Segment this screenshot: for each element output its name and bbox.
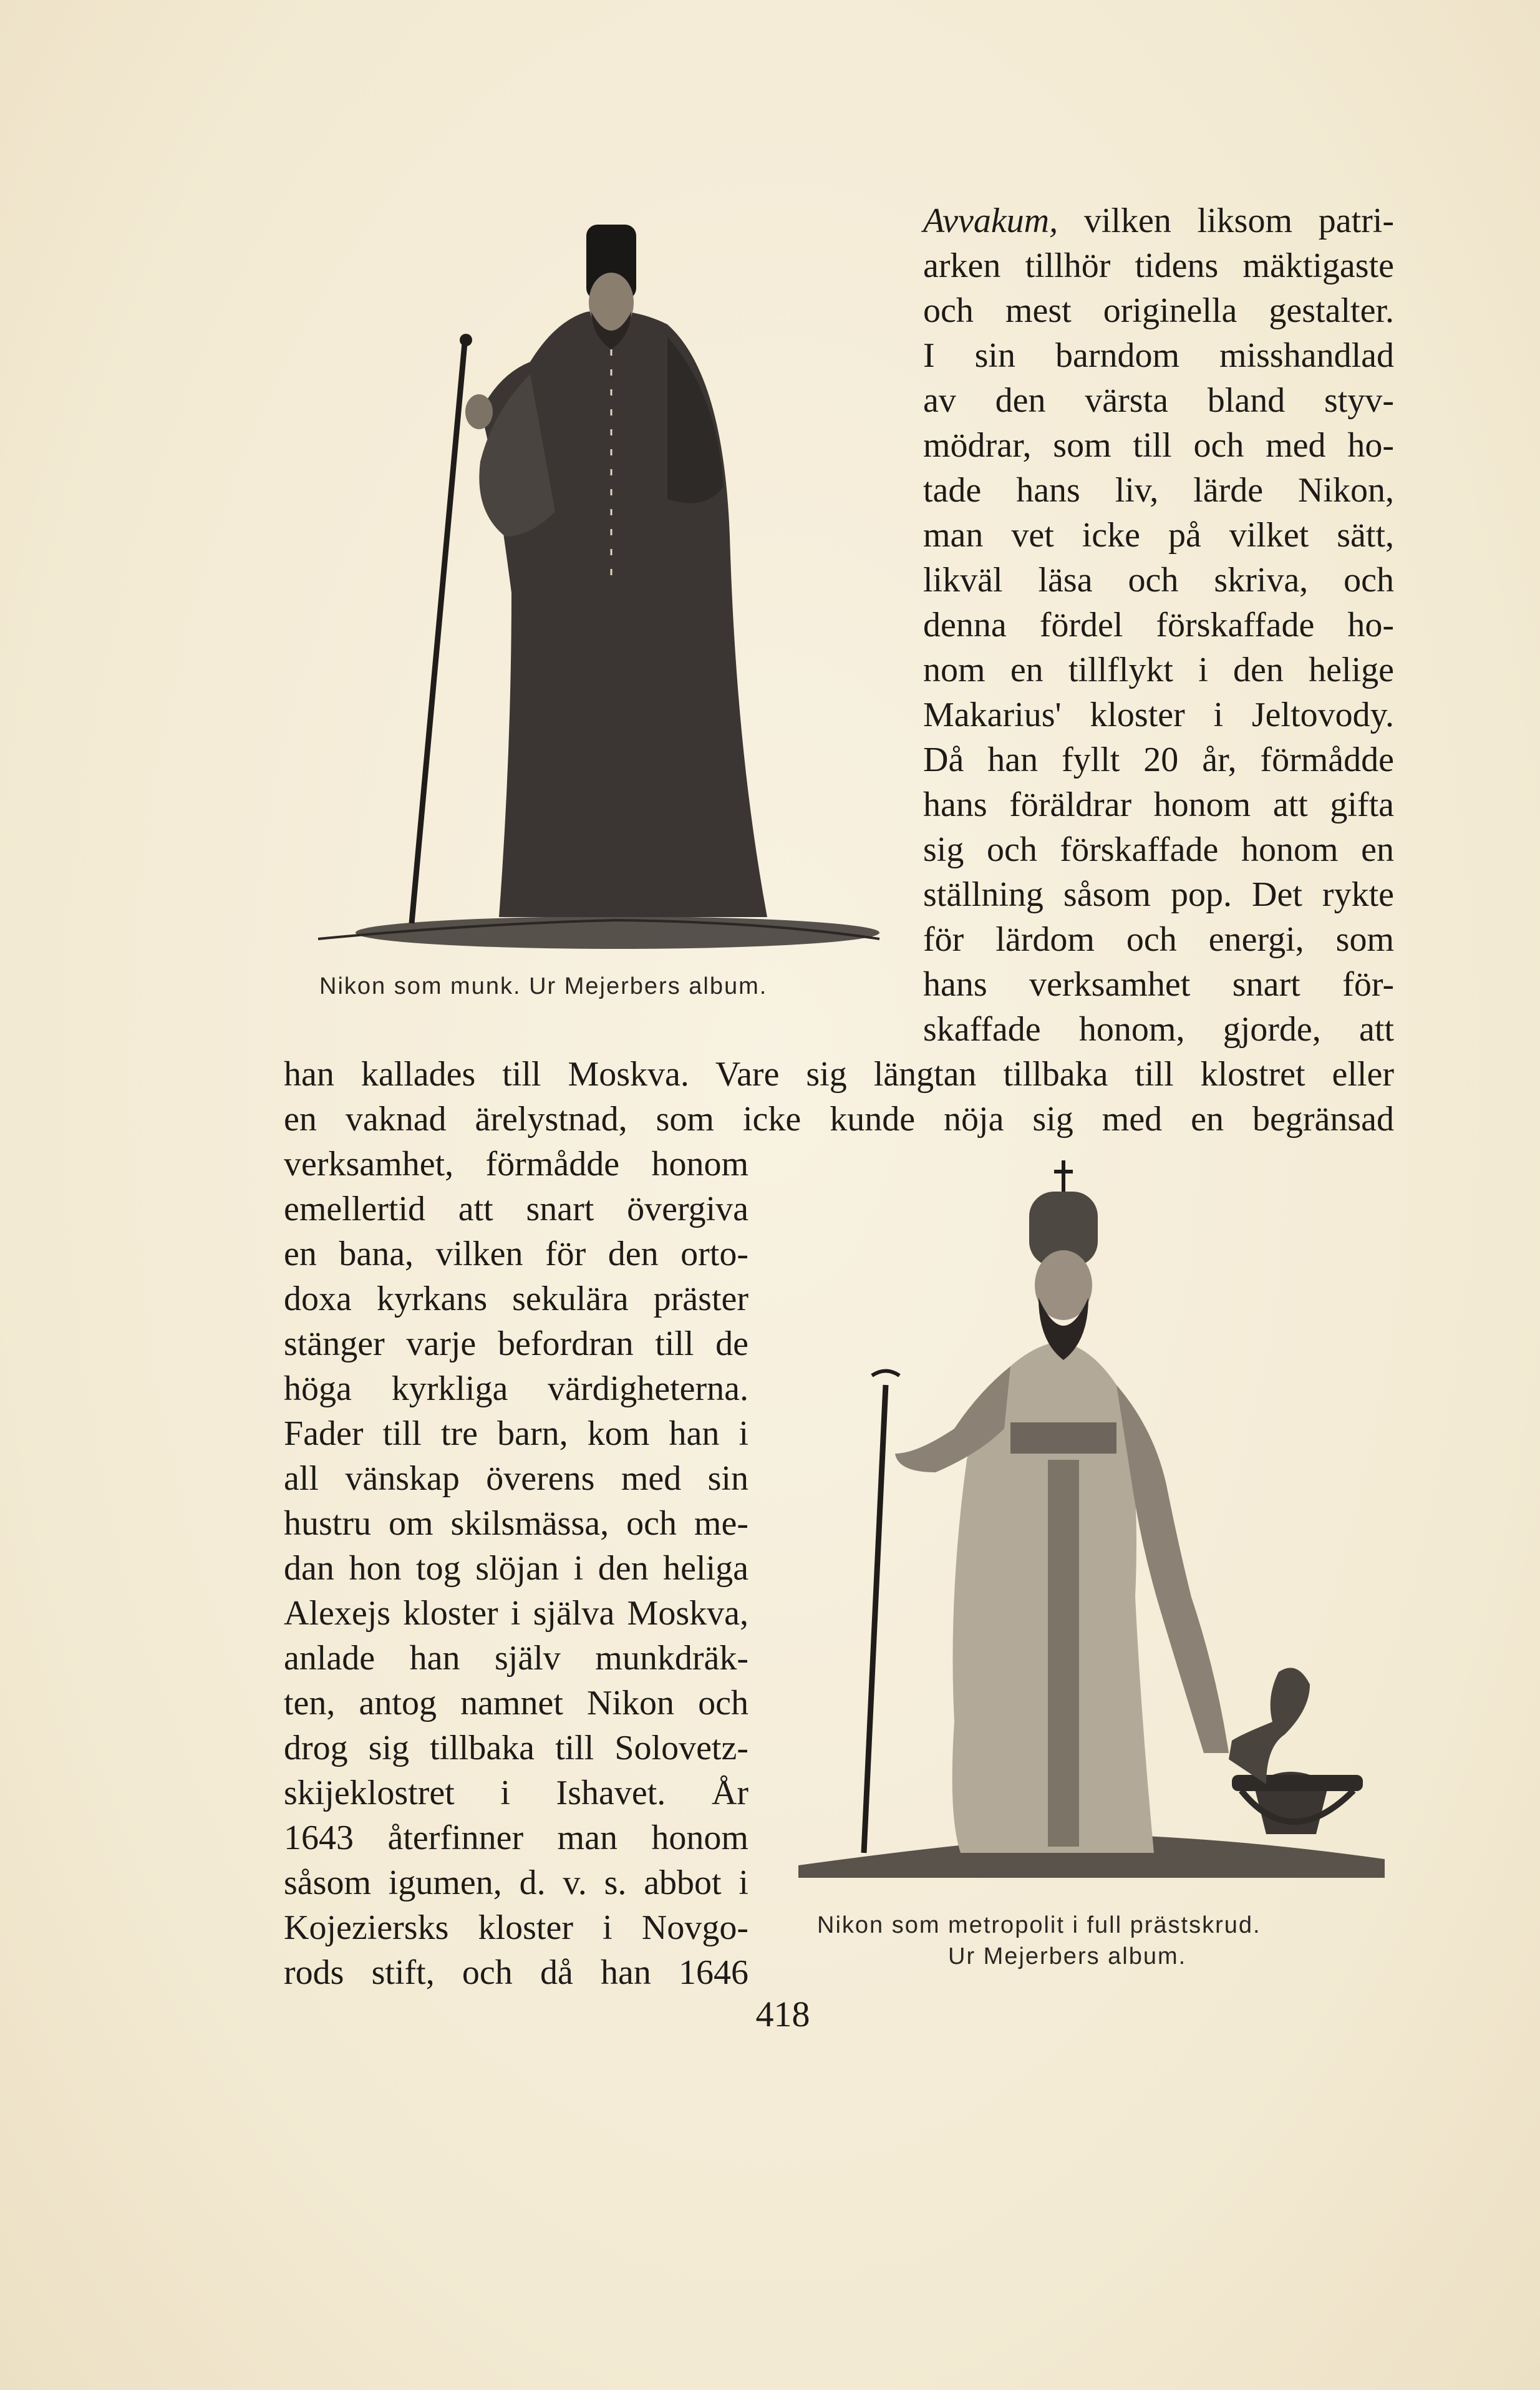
text-line: såsom igumen, d. v. s. abbot i [284, 1863, 748, 1902]
text-line: och mest originella gestalter. [923, 291, 1394, 330]
text-line: I sin barndom misshandlad [923, 336, 1394, 375]
text-line [923, 198, 1394, 243]
text-line: all vänskap överens med sin [284, 1459, 748, 1498]
text-line: stänger varje befordran till de [284, 1324, 748, 1363]
text-line: Då han fyllt 20 år, förmådde [923, 741, 1394, 779]
monk-engraving-icon [293, 187, 892, 967]
text-line: arken tillhör tidens mäktigaste [923, 246, 1394, 285]
text-line: skaffade honom, gjorde, att [923, 1010, 1394, 1049]
text-line: hans verksamhet snart för- [923, 965, 1394, 1004]
text-line: han kallades till Moskva. Vare sig längtan tillbaka till klostret eller [284, 1055, 1394, 1094]
text-line: mödrar, som till och med ho- [923, 426, 1394, 465]
text-line: denna fördel förskaffade ho- [923, 606, 1394, 644]
text-line: man vet icke på vilket sätt, [923, 516, 1394, 555]
text-line: tade hans liv, lärde Nikon, [923, 471, 1394, 510]
text-line: 1643 återfinner man honom [284, 1819, 748, 1857]
emphasized-name: Avvakum, [923, 202, 1058, 240]
text-line: en vaknad ärelystnad, som icke kunde nöja sig med en begränsad [284, 1100, 1394, 1139]
text-fragment: vilken liksom patri- [1058, 202, 1394, 240]
text-line: Makarius' kloster i Jeltovody. [923, 696, 1394, 734]
text-line: hans föräldrar honom att gifta [923, 785, 1394, 824]
text-line: höga kyrkliga värdigheterna. [284, 1369, 748, 1408]
text-line: en bana, vilken för den orto- [284, 1235, 748, 1273]
text-line: nom en tillflykt i den helige [923, 651, 1394, 689]
text-line: sig och förskaffade honom en [923, 830, 1394, 869]
text-line: ten, antog namnet Nikon och [284, 1684, 748, 1722]
text-line: rods stift, och då han 1646 [284, 1953, 748, 1992]
text-line: hustru om skilsmässa, och me- [284, 1504, 748, 1543]
text-line: likväl läsa och skriva, och [923, 561, 1394, 600]
text-line: drog sig tillbaka till Solovetz- [284, 1729, 748, 1767]
monk-illustration [293, 187, 892, 999]
text-line: doxa kyrkans sekulära präster [284, 1280, 748, 1318]
text-line: skijeklostret i Ishavet. År [284, 1774, 748, 1812]
text-line: anlade han själv munkdräk- [284, 1639, 748, 1678]
text-line: för lärdom och energi, som [923, 920, 1394, 959]
metropolitan-engraving-icon [792, 1160, 1391, 1890]
text-line: emellertid att snart övergiva [284, 1190, 748, 1228]
text-line: Kojeziersks kloster i Novgo- [284, 1908, 748, 1947]
text-line: ställning såsom pop. Det rykte [923, 875, 1394, 914]
text-line: av den värsta bland styv- [923, 381, 1394, 420]
text-line: Fader till tre barn, kom han i [284, 1414, 748, 1453]
metropolitan-caption-line1: Nikon som metropolit i full prästskrud. [817, 1912, 1261, 1938]
page-number: 418 [755, 1994, 810, 2034]
text-line: Alexejs kloster i själva Moskva, [284, 1594, 748, 1633]
text-line: verksamhet, förmådde honom [284, 1145, 748, 1183]
monk-caption: Nikon som munk. Ur Mejerbers album. [319, 973, 768, 999]
metropolitan-caption-line2: Ur Mejerbers album. [948, 1943, 1187, 1970]
text-line: dan hon tog slöjan i den heliga [284, 1549, 748, 1588]
metropolitan-illustration [792, 1160, 1391, 1970]
